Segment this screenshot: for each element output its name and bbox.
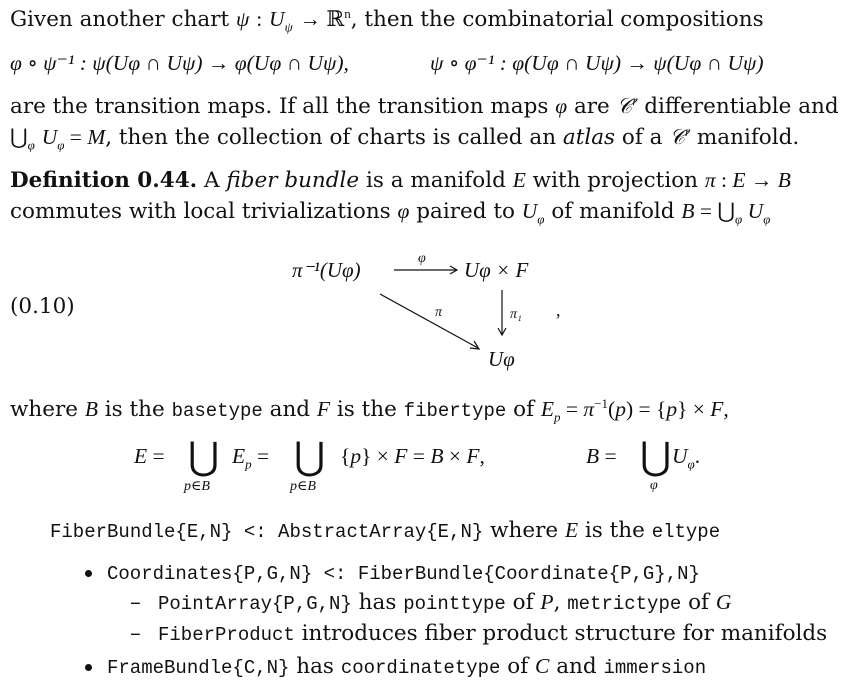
text-run: , then the combinatorial compositions bbox=[350, 7, 764, 32]
math-inline: P bbox=[540, 590, 554, 614]
bullet-icon bbox=[85, 570, 92, 577]
math-inline: E bbox=[564, 518, 579, 542]
math-inline: : bbox=[256, 7, 263, 31]
code-pointtype: pointtype bbox=[403, 593, 506, 615]
text-run: has bbox=[289, 654, 341, 679]
text-run: commutes with local trivializations bbox=[10, 199, 398, 224]
text-run: paired to bbox=[409, 199, 522, 224]
code-metrictype: metrictype bbox=[567, 593, 682, 615]
transition-equation-1 bbox=[10, 50, 349, 76]
text-run: A bbox=[197, 168, 227, 193]
definition-label: Definition 0.44. bbox=[10, 168, 198, 193]
code-fibertype: fibertype bbox=[403, 400, 507, 422]
list-item-coordinates bbox=[107, 560, 827, 590]
diagram-node-product: Uφ × F bbox=[464, 258, 529, 282]
code-pointarray: PointArray{P,G,N} bbox=[158, 593, 352, 615]
math-inline: π : E → B bbox=[704, 168, 791, 192]
math-display: E = bbox=[134, 444, 165, 468]
text-run: and bbox=[262, 397, 317, 422]
code-coordinates: Coordinates{P,G,N} <: FiberBundle{Coordinate{P,G},N} bbox=[107, 563, 700, 585]
union-index: p∈B bbox=[290, 479, 316, 494]
text-run: are bbox=[567, 94, 617, 119]
text-run: has bbox=[351, 590, 404, 615]
text-run: where bbox=[483, 518, 565, 543]
text-run: of bbox=[505, 590, 541, 615]
text-run: of bbox=[500, 654, 536, 679]
math-inline: C bbox=[535, 654, 550, 678]
paragraph-types-line bbox=[10, 396, 729, 424]
math-display: ψ ∘ φ⁻¹ : φ(Uφ ∩ Uψ) → ψ(Uφ ∩ Uψ) bbox=[430, 51, 764, 75]
text-run: of bbox=[681, 590, 716, 615]
code-fiberbundle: FiberBundle{E,N} <: AbstractArray{E,N} bbox=[50, 521, 484, 543]
math-inline: → ℝ$^n$ bbox=[299, 5, 351, 31]
text-run: , then the collection of charts is called an bbox=[105, 125, 563, 150]
math-display: B = bbox=[586, 444, 617, 468]
list-item-framebundle bbox=[107, 654, 827, 684]
fiberbundle-line bbox=[50, 517, 720, 545]
text-run: of manifold bbox=[544, 199, 682, 224]
math-display: $U_\varphi$. bbox=[672, 444, 701, 472]
paragraph-chart-line bbox=[10, 6, 764, 33]
math-display: φ ∘ ψ⁻¹ : ψ(Uφ ∩ Uψ) → φ(Uφ ∩ Uψ), bbox=[10, 51, 349, 75]
big-union: ⋃ bbox=[294, 434, 326, 478]
code-fiberproduct: FiberProduct bbox=[158, 624, 295, 646]
definition-line-1 bbox=[10, 167, 791, 194]
math-inline: $U_\varphi = M$ bbox=[41, 125, 106, 153]
list-subitem-fiberproduct bbox=[130, 621, 828, 654]
math-inline: φ bbox=[555, 94, 568, 118]
math-inline: G bbox=[715, 590, 732, 614]
big-union: ⋃ bbox=[640, 434, 672, 478]
atlas-term: atlas bbox=[562, 125, 616, 150]
math-inline: F bbox=[316, 397, 331, 421]
math-inline: $⋃_\varphi$ bbox=[10, 125, 35, 153]
list-subitem-pointarray: – PointArray{P,G,N} has pointtype of P, metrictype of G bbox=[130, 590, 732, 615]
union-index: p∈B bbox=[184, 479, 210, 494]
union-index: φ bbox=[650, 478, 658, 493]
math-display: {p} × F = B × F, bbox=[340, 444, 485, 468]
math-inline: $E_p = \pi^{-1}(p) = \{p\} \times F$, bbox=[540, 395, 729, 425]
text-run: differentiable and bbox=[637, 94, 839, 119]
commutative-diagram bbox=[280, 240, 600, 380]
text-run: is the bbox=[97, 397, 172, 422]
math-inline: 𝒞$^r$ bbox=[616, 92, 638, 118]
arrow-diagonal-label: π bbox=[435, 305, 443, 320]
arrow-diagonal bbox=[380, 294, 478, 348]
code-basetype: basetype bbox=[171, 400, 263, 422]
paragraph-atlas-line bbox=[10, 124, 799, 151]
equation-number bbox=[10, 294, 75, 320]
paragraph-transition-line bbox=[10, 93, 839, 120]
definition-line-2 bbox=[10, 198, 770, 225]
text-run: with projection bbox=[525, 168, 705, 193]
math-inline: $U_\varphi$ bbox=[521, 199, 545, 227]
text-run: of a bbox=[615, 125, 670, 150]
text-run: manifold. bbox=[690, 125, 800, 150]
code-immersion: immersion bbox=[603, 657, 707, 679]
math-inline: φ bbox=[397, 199, 410, 223]
arrow-top-label: φ bbox=[418, 251, 426, 266]
math-display: $E_p$ = bbox=[232, 444, 270, 472]
math-inline: $U_\psi$ bbox=[269, 7, 293, 35]
math-inline: 𝒞$^r$ bbox=[669, 123, 691, 149]
math-inline: $B = ⋃_\varphi$ $U_\varphi$ bbox=[681, 199, 771, 227]
dash-marker: – bbox=[130, 590, 141, 615]
text-run: of bbox=[506, 397, 541, 422]
code-coordinatetype: coordinatetype bbox=[340, 657, 501, 679]
text-run: introduces fiber product structure for manifolds bbox=[294, 621, 828, 646]
text-run: and bbox=[549, 654, 604, 679]
type-hierarchy-list bbox=[107, 560, 827, 684]
code-framebundle: FrameBundle{C,N} bbox=[107, 657, 290, 679]
text-run: where bbox=[10, 397, 85, 422]
math-inline: ψ bbox=[236, 7, 250, 31]
equation-label: (0.10) bbox=[10, 294, 75, 319]
diagram-node-base: Uφ bbox=[488, 347, 515, 371]
math-inline: E bbox=[512, 168, 526, 192]
big-union: ⋃ bbox=[188, 434, 220, 478]
text-run: is the bbox=[578, 518, 652, 543]
arrow-down-label: π₁ bbox=[510, 307, 522, 322]
diagram-node-preimage: π⁻¹(Uφ) bbox=[292, 258, 361, 282]
bullet-icon bbox=[85, 664, 92, 671]
diagram-trailing-comma: , bbox=[556, 300, 561, 320]
dash-marker: – bbox=[130, 621, 141, 646]
text-run: is the bbox=[330, 397, 404, 422]
math-inline: B bbox=[84, 397, 98, 421]
code-eltype: eltype bbox=[651, 521, 721, 543]
union-equation bbox=[134, 434, 734, 500]
transition-equation-2 bbox=[430, 50, 764, 76]
text-run: are the transition maps. If all the transition maps bbox=[10, 94, 556, 119]
text-run: Given another chart bbox=[10, 7, 236, 32]
fiber-bundle-term: fiber bundle bbox=[226, 168, 360, 193]
text-run: is a manifold bbox=[359, 168, 513, 193]
